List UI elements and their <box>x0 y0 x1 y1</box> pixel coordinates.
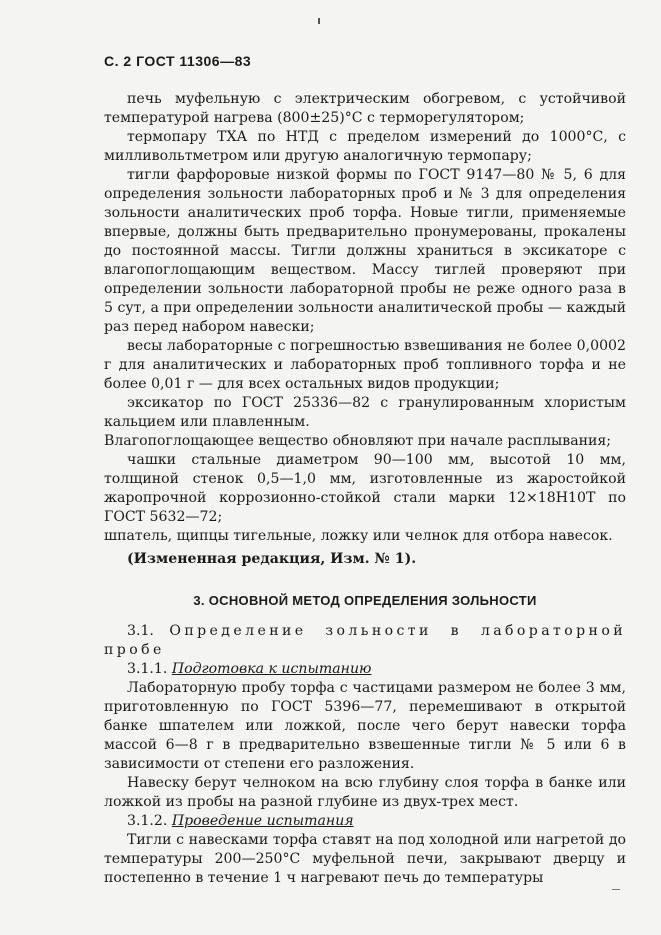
subsection-title: Определение зольности в лабораторной пробе <box>104 623 626 658</box>
scan-mark <box>318 18 320 24</box>
section-title: 3. ОСНОВНОЙ МЕТОД ОПРЕДЕЛЕНИЯ ЗОЛЬНОСТИ <box>193 593 537 608</box>
paragraph-testing: Тигли с навесками торфа ставят на под холодной или нагретой до температуры 200—250°С муфельной печи, закрывают дверцу и постепенно в течение 1 ч нагревают печь до температуры <box>104 832 626 886</box>
paragraph-lab-sample: Лабораторную пробу торфа с частицами размером не более 3 мм, приготовленную по ГОСТ 5396—77, перемешивают в открытой банке шпателем или ложкой, после чего берут навески торфа массой 6—8 г в предварительно взвешенные тигли № 5 или 6 в зависимости от степени его разложения. <box>104 680 626 772</box>
subsection-title: Подготовка к испытанию <box>171 661 372 677</box>
document-body <box>104 90 626 888</box>
paragraph-steel-dishes: чашки стальные диаметром 90—100 мм, высотой 10 мм, толщиной стенок 0,5—1,0 мм, изготовленные из жаростойкой жаропрочной коррозионно-стойкой стали марки 12×18Н10Т по ГОСТ 5632—72; <box>104 452 626 525</box>
page-header: С. 2 ГОСТ 11306—83 <box>104 53 252 69</box>
subsection-number: 3.1.1. <box>127 661 168 677</box>
paragraph-muffle-furnace: печь муфельную с электрическим обогревом, с устойчивой температурой нагрева (800±25)°С с терморегулятором; <box>104 91 626 126</box>
subsection-number: 3.1. <box>127 623 154 639</box>
paragraph-crucibles: тигли фарфоровые низкой формы по ГОСТ 9147—80 № 5, 6 для определения зольности лабораторных проб и № 3 для определения зольности аналитических проб торфа. Новые тигли, применяемые впервые, должны быть предварительно пронумерованы, прокалены до постоянной массы. Тигли должны храниться в эксикаторе с влагопоглощающим веществом. Массу тиглей проверяют при определении зольности лабораторной пробы не реже одного раза в 5 сут, а при определении зольности аналитической пробы — каждый раз перед набором навески; <box>104 167 626 335</box>
scan-mark <box>612 889 620 890</box>
subsection-3-1 <box>104 622 626 660</box>
paragraph-thermocouple: термопару ТХА по НТД с пределом измерений до 1000°С, с милливольтметром или другую аналогичную термопару; <box>104 129 626 164</box>
paragraph-sampling: Навеску берут челноком на всю глубину слоя торфа в банке или ложкой из пробы на разной глубине из двух-трех мест. <box>104 775 626 810</box>
subsection-title: Проведение испытания <box>171 813 354 829</box>
subsection-number: 3.1.2. <box>127 813 168 829</box>
paragraph-desiccant: Влагопоглощающее вещество обновляют при начале расплывания; <box>104 433 612 449</box>
subsection-3-1-1 <box>104 660 626 679</box>
paragraph-scales: весы лабораторные с погрешностью взвешивания не более 0,0002 г для аналитических и лабораторных проб топливного торфа и не более 0,01 г — для всех остальных видов продукции; <box>104 338 626 392</box>
paragraph-spatula: шпатель, щипцы тигельные, ложку или челнок для отбора навесок. <box>104 528 613 544</box>
subsection-3-1-2 <box>104 812 626 831</box>
revision-note: (Измененная редакция, Изм. № 1). <box>127 551 417 567</box>
paragraph-desiccator: эксикатор по ГОСТ 25336—82 с гранулированным хлористым кальцием или плавленным. <box>104 395 626 430</box>
